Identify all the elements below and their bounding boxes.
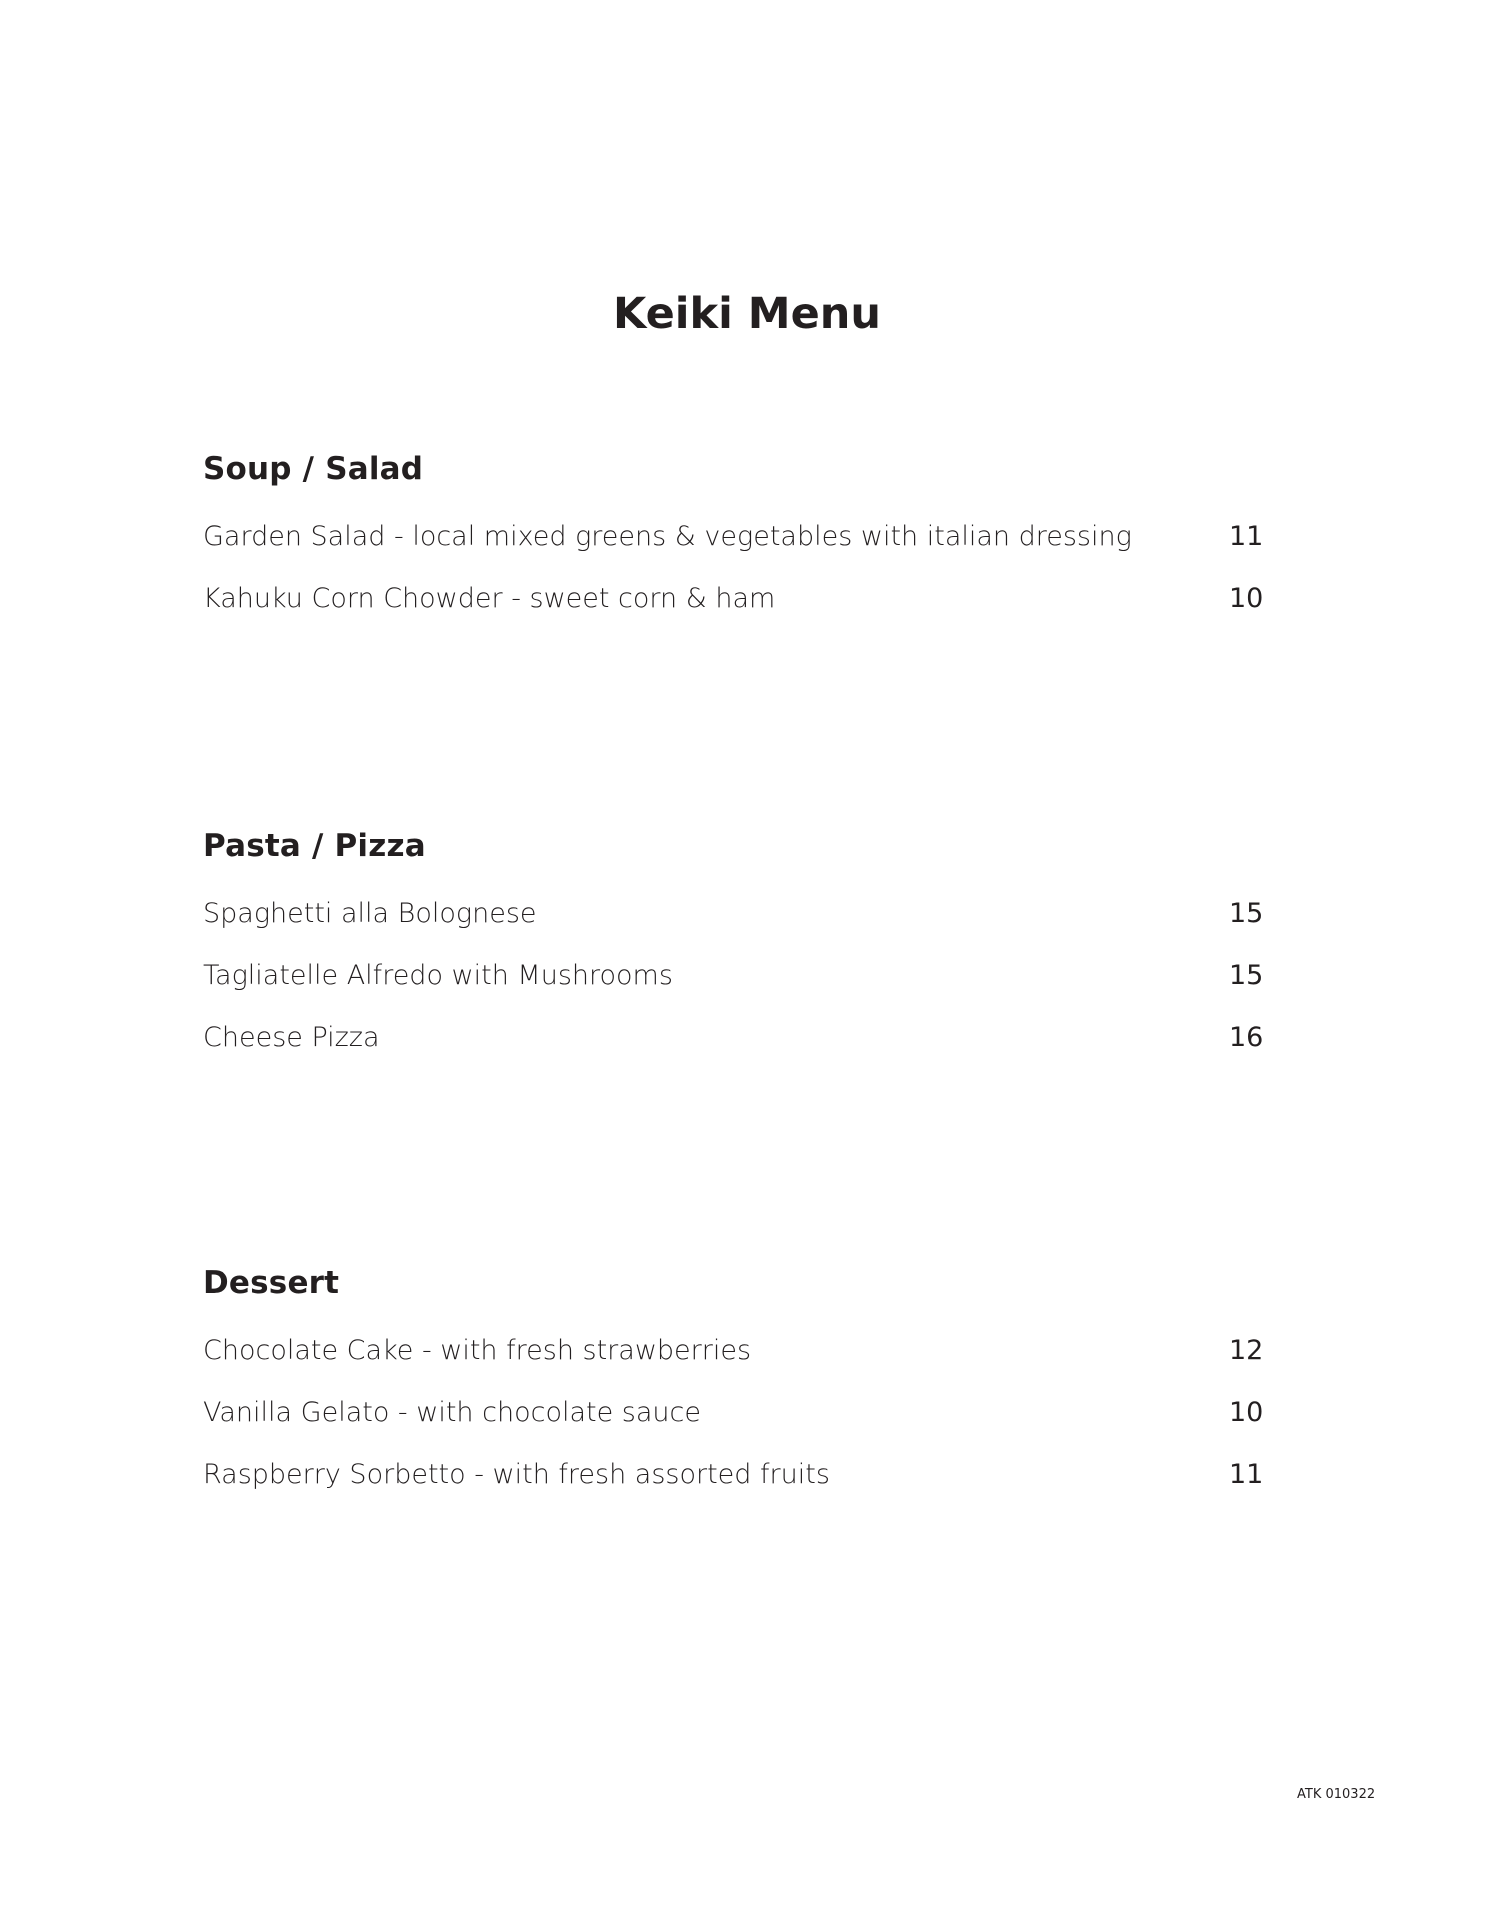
menu-item <box>203 581 1263 643</box>
menu-item-price: 15 <box>1229 960 1264 991</box>
menu-item-price: 12 <box>1229 1335 1264 1366</box>
menu-item-price: 11 <box>1229 1459 1264 1490</box>
menu-item-name: Garden Salad - local mixed greens & vegetables with italian dressing <box>203 521 1132 552</box>
menu-item <box>203 519 1263 581</box>
menu-item-price: 11 <box>1229 521 1264 552</box>
menu-item <box>203 896 1263 958</box>
page-title: Keiki Menu <box>613 289 881 339</box>
menu-item-name: Kahuku Corn Chowder - sweet corn & ham <box>203 583 776 614</box>
menu-item-name: Raspberry Sorbetto - with fresh assorted fruits <box>203 1459 830 1490</box>
menu-item <box>203 958 1263 1020</box>
menu-item <box>203 1457 1263 1519</box>
section-pasta-pizza <box>203 826 1263 1082</box>
menu-item-name: Vanilla Gelato - with chocolate sauce <box>203 1397 701 1428</box>
footer-code: ATK 010322 <box>1297 1787 1376 1802</box>
menu-item-price: 16 <box>1229 1022 1264 1053</box>
menu-item-name: Chocolate Cake - with fresh strawberries <box>203 1335 752 1366</box>
menu-item-name: Spaghetti alla Bolognese <box>203 898 537 929</box>
section-dessert <box>203 1263 1263 1519</box>
section-heading: Soup / Salad <box>203 451 424 487</box>
menu-item <box>203 1020 1263 1082</box>
menu-item-name: Tagliatelle Alfredo with Mushrooms <box>203 960 673 991</box>
section-heading: Dessert <box>203 1265 340 1301</box>
menu-item-price: 10 <box>1229 1397 1264 1428</box>
section-heading: Pasta / Pizza <box>203 828 426 864</box>
menu-item-name: Cheese Pizza <box>203 1022 380 1053</box>
menu-item <box>203 1395 1263 1457</box>
menu-item-price: 15 <box>1229 898 1264 929</box>
section-soup-salad <box>203 449 1263 643</box>
menu-item-price: 10 <box>1229 583 1264 614</box>
menu-item <box>203 1333 1263 1395</box>
